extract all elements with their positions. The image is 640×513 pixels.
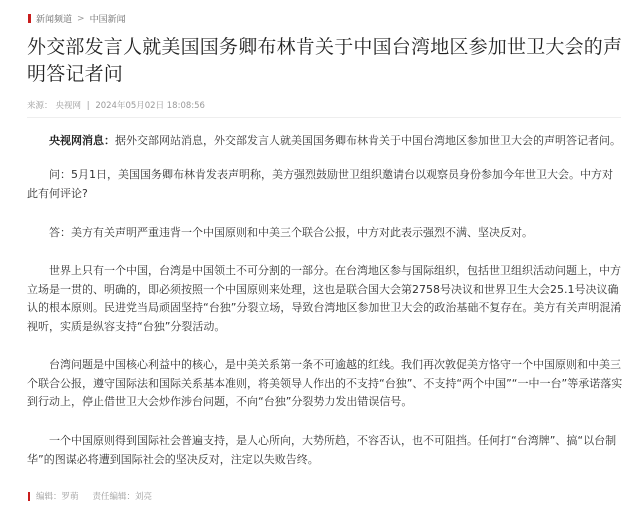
paragraph-4: 世界上只有一个中国，台湾是中国领土不可分割的一部分。在台湾地区参与国际组织，包括世卫组织活动问题上，中方立场是一贯的、明确的，即必须按照一个中国原则来处理，这也是联合国大会第2758号决议和世界卫生大会25.1号决议确认的根本原则。民进党当局顽固坚持“台独”分裂立场，导致台湾地区参加世卫大会的政治基础不复存在。美方有关声明混淆视听，实质是纵容支持“台独”分裂活动。 <box>27 264 622 333</box>
breadcrumb-marker-icon <box>28 14 31 23</box>
chief-editor-label: 责任编辑： <box>92 492 136 502</box>
meta-separator: | <box>86 101 90 111</box>
paragraph-3: 答：美方有关声明严重违背一个中国原则和中美三个联合公报，中方对此表示强烈不满、坚决反对。 <box>49 226 533 239</box>
lead-label: 央视网消息： <box>49 134 115 147</box>
source-label: 来源： <box>27 101 53 111</box>
paragraph-1 <box>27 132 623 151</box>
paragraph-2: 问：5月1日，美国国务卿布林肯发表声明称，美方强烈鼓励世卫组织邀请台以观察员身份参加今年世卫大会。中方对此有何评论? <box>27 168 613 200</box>
breadcrumb <box>28 12 126 25</box>
source-name: 央视网 <box>55 101 82 111</box>
breadcrumb-separator: > <box>77 13 85 24</box>
editor-name: 罗萌 <box>61 492 79 502</box>
chief-editor-name: 刘亮 <box>135 492 153 502</box>
title-divider <box>27 117 621 118</box>
paragraph-5: 台湾问题是中国核心利益中的核心，是中美关系第一条不可逾越的红线。我们再次敦促美方恪守一个中国原则和中美三个联合公报，遵守国际法和国际关系基本准则，将美领导人作出的不支持“台独”、不支持“两个中国”“一中一台”等承诺落实到行动上，停止借世卫大会炒作涉台问题，不向“台独”分裂势力发出错误信号。 <box>27 358 623 408</box>
paragraph-1-text: 据外交部网站消息，外交部发言人就美国国务卿布林肯关于中国台湾地区参加世卫大会的声明答记者问。 <box>115 134 621 147</box>
footer-marker-icon <box>28 492 30 501</box>
publish-date: 2024年05月02日 18:08:56 <box>95 101 205 111</box>
article-footer <box>28 490 152 502</box>
page-title: 外交部发言人就美国国务卿布林肯关于中国台湾地区参加世卫大会的声明答记者问 <box>27 36 623 85</box>
article-meta <box>27 99 208 111</box>
editor-label: 编辑： <box>36 492 62 502</box>
paragraph-6: 一个中国原则得到国际社会普遍支持，是人心所向，大势所趋，不容否认，也不可阻挡。任何打“台湾牌”、搞“以台制华”的图谋必将遭到国际社会的坚决反对，注定以失败告终。 <box>27 434 617 466</box>
breadcrumb-link-china-news[interactable]: 中国新闻 <box>89 15 126 25</box>
breadcrumb-link-news-channel[interactable]: 新闻频道 <box>36 15 73 25</box>
